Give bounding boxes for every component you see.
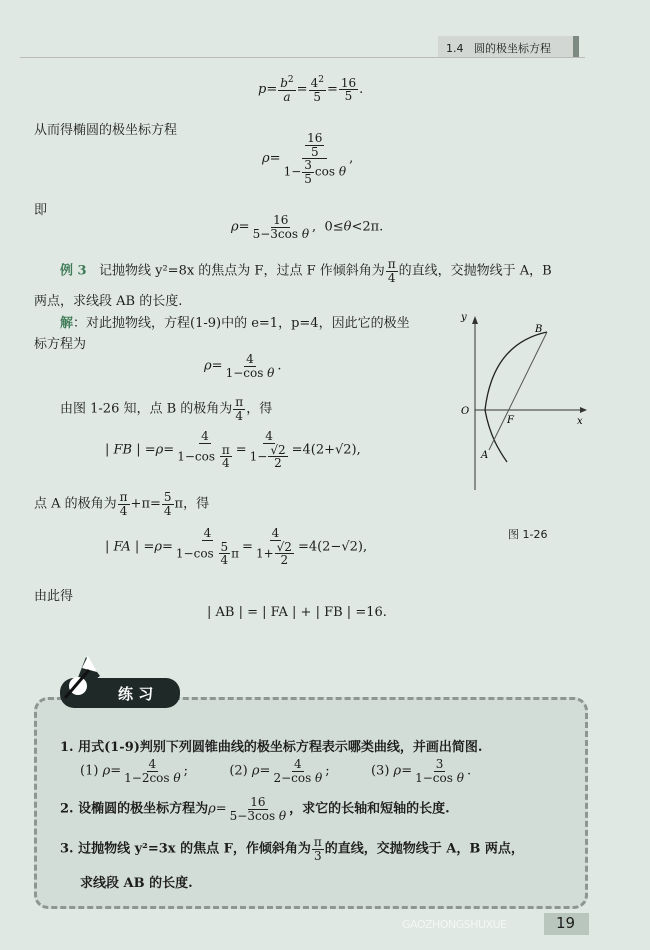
- solution-body: ：对此抛物线，方程(1-9)中的 e=1，p=4，因此它的极坐: [73, 316, 410, 331]
- item-2-text: 2. 设椭圆的极坐标方程为: [60, 801, 209, 817]
- from-fig-text: 由图 1-26 知，点 B 的极角为: [60, 401, 233, 417]
- example-body: 记抛物线 y²=8x 的焦点为 F，过点 F 作倾斜角为: [98, 263, 385, 279]
- header-rule: [20, 57, 585, 58]
- text-ji: 即: [34, 203, 48, 218]
- solution-label: 解: [60, 316, 74, 331]
- exercise-item-3: 3. 过抛物线 y²=3x 的焦点 F，作倾斜角为 $\frac{\pi}{3}$ 的直线，交抛物线于 A，B 两点，: [60, 835, 524, 863]
- text-thus: 由此得: [34, 589, 74, 604]
- formula-fb: | FB | =ρ= 4 1−cos $\frac{\pi}{4}$ = 4 1− $\frac{√2}{2}$ =4(2+√2),: [105, 429, 361, 471]
- exercise-badge: [60, 678, 180, 708]
- badge-label: 练 习: [118, 685, 154, 703]
- formula-p: p= $\frac{b^2}{a}$ = $\frac{4^2}{5}$ = $\frac{16}{5}$ .: [258, 75, 364, 104]
- example-line2: 两点，求线段 AB 的长度.: [34, 294, 183, 309]
- solution-line2: 标方程为: [34, 337, 87, 352]
- item-3-tail: 的直线，交抛物线于 A，B 两点，: [324, 841, 524, 857]
- label-f: F: [507, 415, 514, 426]
- example-body-2: 的直线，交抛物线于 A，B: [398, 263, 552, 279]
- exercise-item-3-line2: 求线段 AB 的长度.: [80, 876, 193, 891]
- figure-1-26: [455, 312, 595, 492]
- text-from-ellipse: 从而得椭圆的极坐标方程: [34, 123, 178, 138]
- item-3-text: 3. 过抛物线 y²=3x 的焦点 F，作倾斜角为: [60, 841, 311, 857]
- formula-ellipse-polar: ρ= $\frac{16}{5}$ 1− $\frac{3}{5}$ cos θ ,: [262, 131, 354, 186]
- exercise-item-2: 2. 设椭圆的极坐标方程为ρ= $\frac{16}{\text{5−3cos θ}}$ ，求它的长轴和短轴的长度.: [60, 795, 450, 823]
- sub-2-label: (2): [229, 763, 248, 779]
- formula-parabola-polar: ρ= $\frac{4}{\text{1−cos θ}}$ .: [204, 352, 282, 380]
- formula-fa: | FA | =ρ= 4 1−cos $\frac{5}{4}$ π = 4 1+ $\frac{√2}{2}$ =4(2−√2),: [105, 526, 368, 568]
- formula-ab: | AB | = | FA | + | FB | =16.: [207, 605, 387, 620]
- y-axis-arrow: [472, 316, 478, 324]
- x-axis-arrow: [580, 407, 587, 413]
- figure-caption: 图 1-26: [508, 528, 548, 541]
- text-from-fig: 由图 1-26 知，点 B 的极角为 $\frac{\pi}{4}$ ，得: [60, 395, 273, 423]
- label-o: O: [461, 406, 470, 417]
- solution-line1: [60, 312, 410, 331]
- footer-brand: GAOZHONGSHUXUE: [402, 918, 507, 931]
- focal-chord-ab: [489, 332, 547, 450]
- label-x: x: [577, 416, 583, 427]
- label-b: B: [535, 324, 543, 335]
- exercise-item-1-subparts: (1) ρ= $\frac{4}{\text{1−2cos θ}}$ ; (2) ρ= $\frac{4}{\text{2−cos θ}}$ ; (3) ρ= $\frac{3}{\text{1−cos θ}}$ .: [80, 757, 472, 785]
- label-y: y: [461, 312, 467, 323]
- example-label: 例 3: [60, 263, 87, 279]
- point-a-text: 点 A 的极角为: [34, 496, 117, 512]
- example-3: 例 3 记抛物线 y²=8x 的焦点为 F，过点 F 作倾斜角为 $\frac{\pi}{4}$ 的直线，交抛物线于 A，B: [60, 257, 552, 285]
- section-number: 1.4: [446, 42, 464, 55]
- page-number: 19: [556, 914, 576, 932]
- sub-3-label: (3): [370, 763, 390, 779]
- text-point-a: 点 A 的极角为 $\frac{\pi}{4}$ +π= $\frac{5}{4}$ π，得: [34, 490, 210, 518]
- item-2-tail: ，求它的长轴和短轴的长度.: [289, 801, 450, 817]
- sub-1-label: (1): [80, 763, 99, 779]
- formula-ellipse-simplified: ρ= $\frac{16}{\text{5−3cos θ}}$ , 0≤θ<2π.: [231, 213, 384, 241]
- point-a-text-2: +π=: [130, 496, 161, 512]
- de-text-2: π，得: [174, 496, 210, 512]
- exercise-item-1: 1. 用式(1-9)判别下列圆锥曲线的极坐标方程表示哪类曲线，并画出简图.: [60, 740, 483, 755]
- running-header: [446, 40, 551, 56]
- de-text-1: ，得: [246, 401, 273, 417]
- label-a: A: [481, 450, 489, 461]
- flag-icon: [56, 654, 114, 702]
- section-title: 圆的极坐标方程: [474, 42, 551, 55]
